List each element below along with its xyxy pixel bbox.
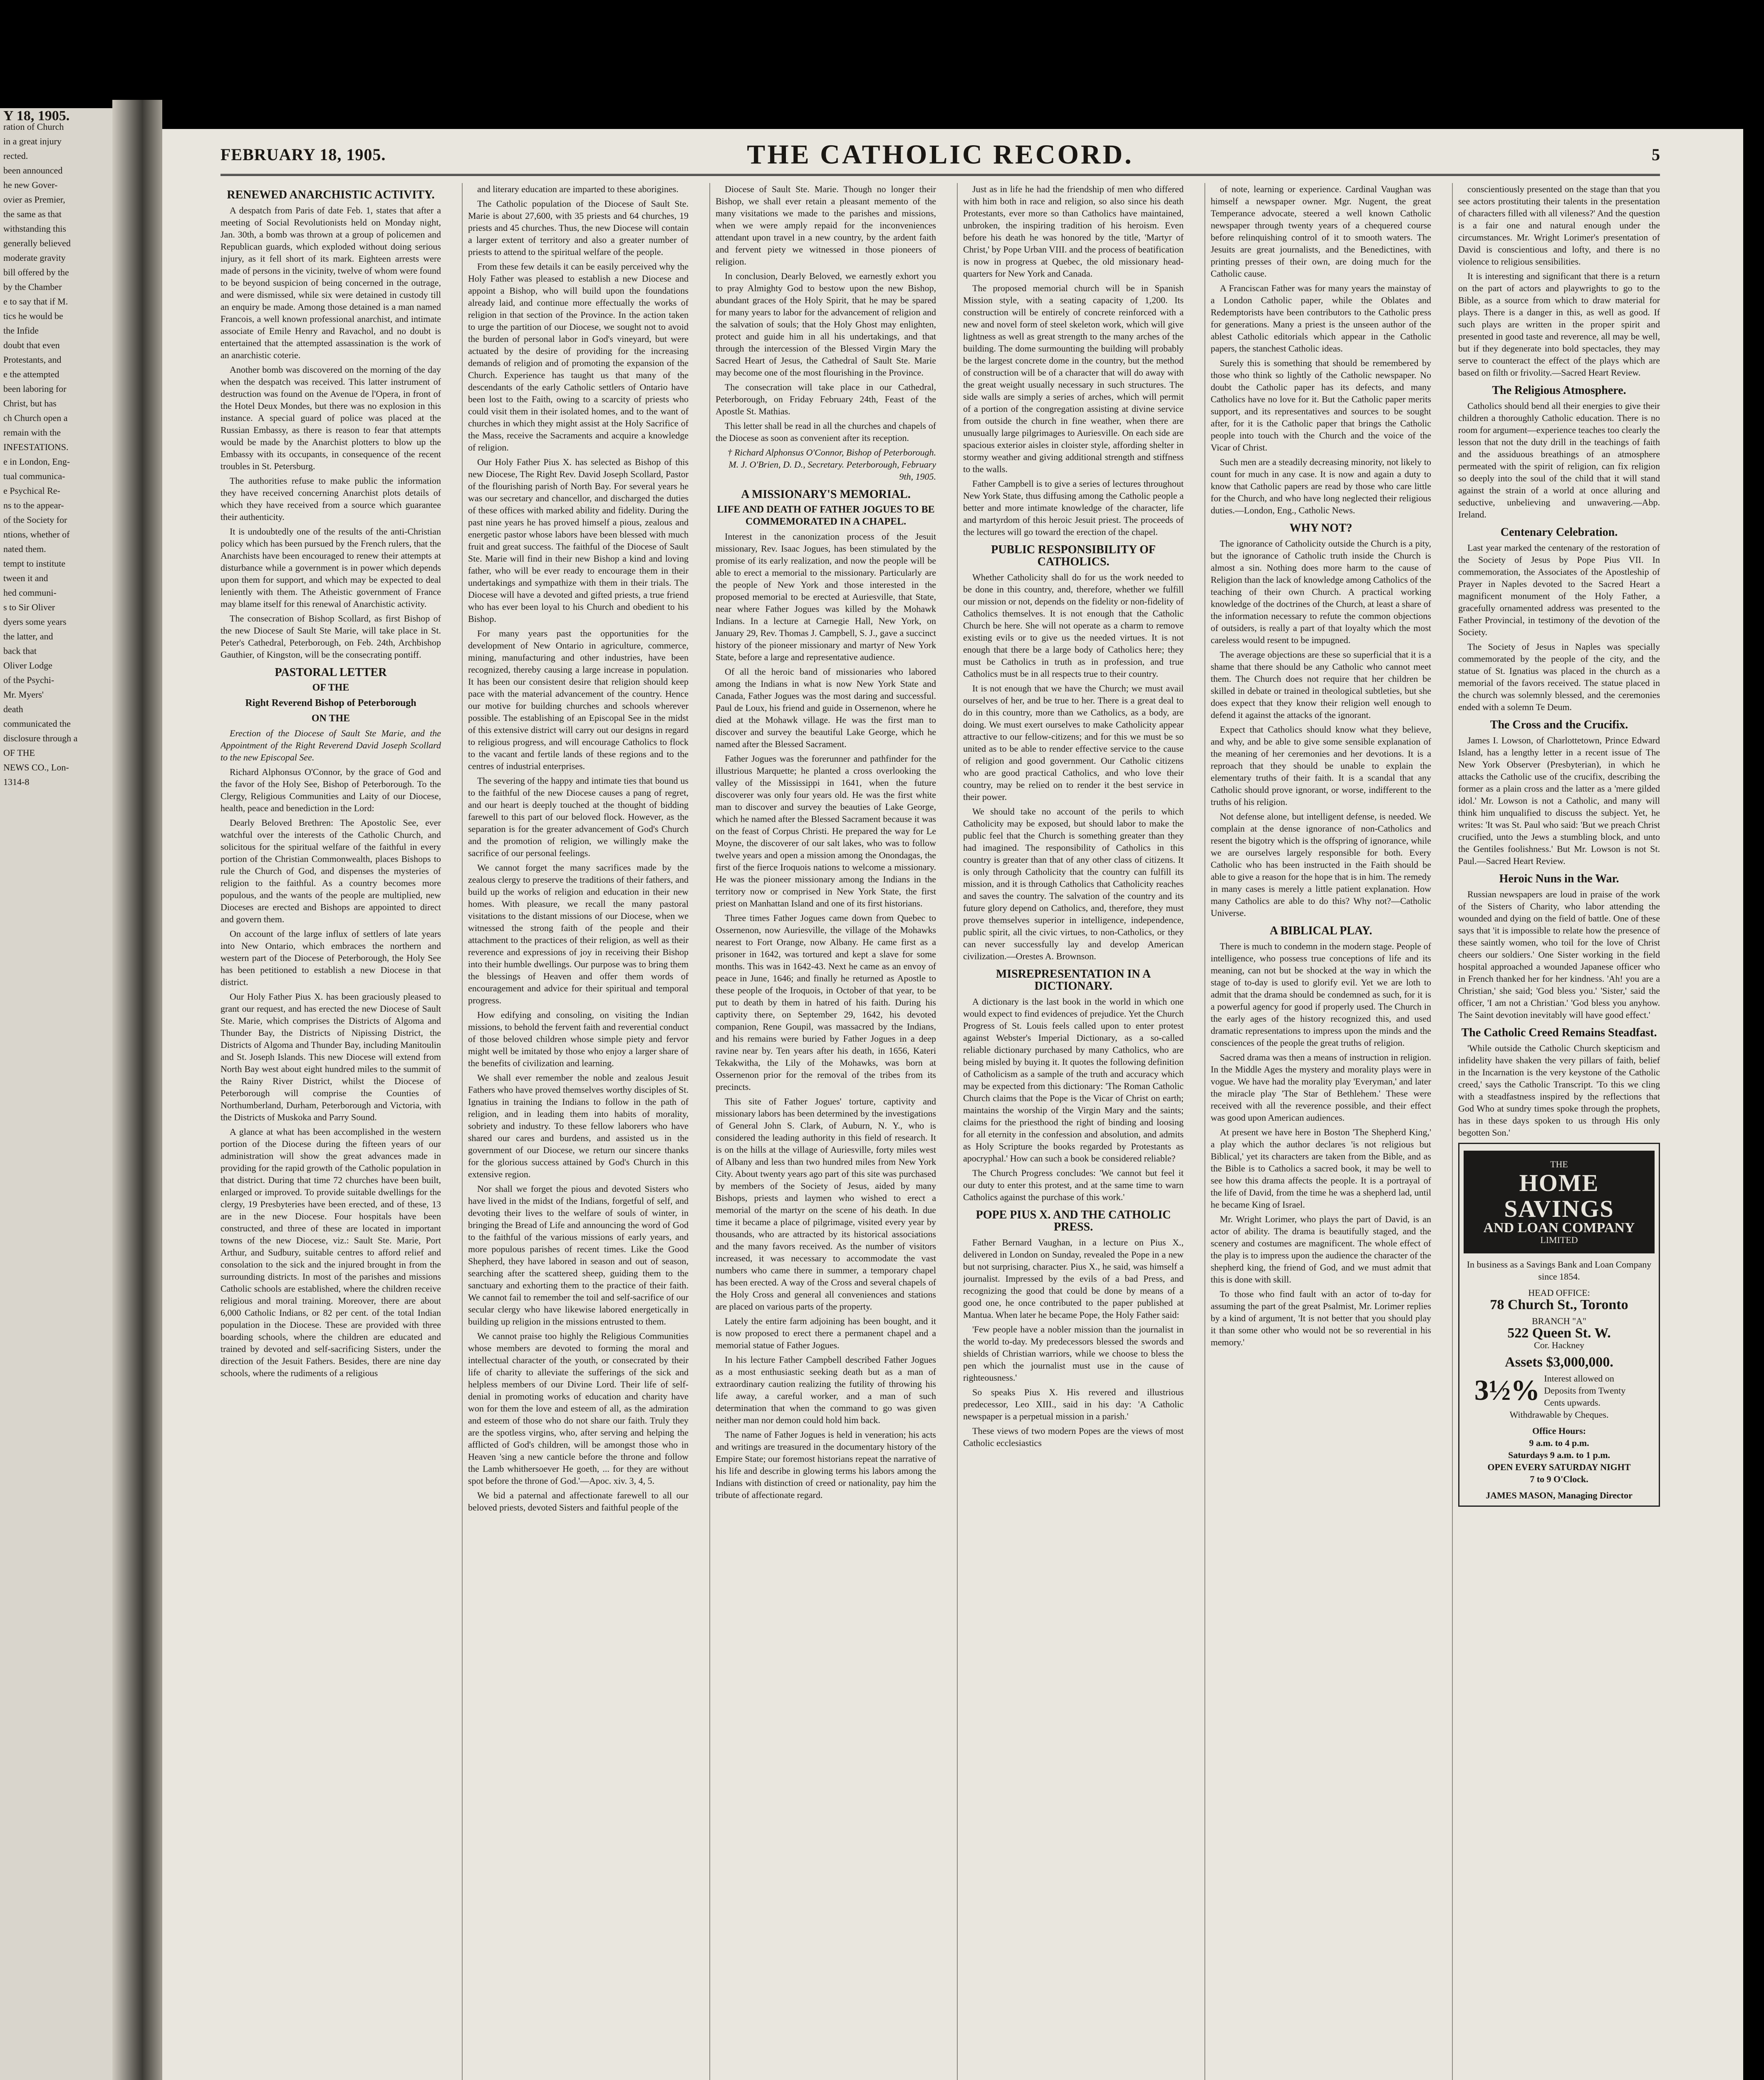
facing-page-line: been laboring for <box>3 384 67 394</box>
facing-page-date: Y 18, 1905. <box>3 108 70 124</box>
ad-hours-4: 7 to 9 O'Clock. <box>1530 1474 1588 1484</box>
article-paragraph: So speaks Pius X. His revered and illustrious predecessor, Leo XIII., said in his day: 'A Catholic newspaper is a perpetual mission in a parish.' <box>963 1387 1184 1421</box>
facing-page-line: Mr. Myers' <box>3 689 44 700</box>
article-paragraph: In conclusion, Dearly Beloved, we earnestly exhort you to pray Almighty God to bestow upon the new Bishop, abundant graces of the Holy Spirit, that he may be spared for many years to labor for the advancement of religion and the salvation of souls; that the Holy Ghost may enlighten, protect and guide him in all his undertakings, and that through the intercession of the Blessed Virgin Mary the Sacred Heart of Jesus, the Cathedral of Sault Ste. Marie may become one of the most flourishing in the Province. <box>716 271 936 378</box>
facing-page-line: e to say that if M. <box>3 296 68 307</box>
article-paragraph: Dearly Beloved Brethren: The Apostolic See, ever watchful over the interests of the Catholic Church, and solicitous for the spiritual welfare of the faithful in every portion of the Christian Commonwealth, places Bishops to rule the Church of God, and dispenses the mysteries of religion to the faithful. As a country becomes more populous, and the wants of the people are multiplied, new Dioceses are erected and Bishops are appointed to direct and govern them. <box>220 817 441 924</box>
article-paragraph: The ignorance of Catholicity outside the Church is a pity, but the ignorance of Catholic truth inside the Church is almost a sin. Nothing does more harm to the cause of Religion than the lack of knowledge among Catholics of the teaching of their own Church. A practical working knowledge of the doctrines of the Church, at least a share of the information necessary to refute the common objections of outsiders, is really a part of that loyalty which the most careless would resent to be impugned. <box>1211 538 1431 645</box>
article-column-1 <box>220 183 441 2080</box>
ad-head-office: 78 Church St., Toronto <box>1490 1297 1628 1312</box>
article-heading: Centenary Celebration. <box>1500 526 1618 539</box>
article-paragraph: Not defense alone, but intelligent defense, is needed. We complain at the dense ignorance of non-Catholics and resent the bigotry which is the offspring of ignorance, while we are ourselves largely responsible for both. Every Catholic who has been instructed in the Faith should be able to give a reason for the hope that is in him. The remedy in many cases is merely a little patient explanation. How many Catholics are able to do this? Why not?—Catholic Universe. <box>1211 811 1431 918</box>
ad-rate-text: Interest allowed on Deposits from Twenty Cents upwards. <box>1544 1373 1626 1408</box>
article-heading: A BIBLICAL PLAY. <box>1269 924 1373 937</box>
book-gutter <box>112 100 162 2080</box>
article-paragraph: The consecration of Bishop Scollard, as first Bishop of the new Diocese of Sault Ste Marie, will take place in St. Peter's Cathedral, Peterborough, on Feb. 24th, Archbishop Gauthier, of Kingston, will be the consecrating pontiff. <box>220 613 441 660</box>
article-paragraph: 'While outside the Catholic Church skepticism and infidelity have shaken the very pillars of faith, belief in the Incarnation is the very keystone of the Catholic creed,' says the Catholic Transcript. 'To this we cling with a steadfastness inspired by the reflections that God Who at sundry times spoke through the prophets, has in these days spoken to us through His only begotten Son.' <box>1458 1043 1660 1138</box>
article-paragraph: For many years past the opportunities for the development of New Ontario in agriculture, commerce, mining, manufacturing and other industries, have been recognized, thereby causing a large increase in population. It has been our consistent desire that religion should keep pace with the material advancement of the country. Hence our motive for building churches and schools wherever possible. The establishing of an Episcopal See in the midst of this extensive district will carry out our designs in regard to religious progress, and will encourage Catholics to flock to the vacant and fertile lands of these regions and to the centres of industrial enterprises. <box>468 628 689 771</box>
facing-page-line: been announced <box>3 165 63 176</box>
ad-limited: LIMITED <box>1540 1235 1578 1245</box>
article-paragraph: It is interesting and significant that there is a return on the part of actors and playwrights to go to the Bible, as a source from which to draw material for plays. There is a danger in this, as well as good. If such plays are written in the proper spirit and presented in good taste and reverence, all may be well, but if they degenerate into bold spectacles, they may serve to counteract the effect of the plays which are based on filth or frivolity.—Sacred Heart Review. <box>1458 271 1660 378</box>
article-paragraph: James I. Lowson, of Charlottetown, Prince Edward Island, has a lengthy letter in a recent issue of The New York Observer (Presbyterian), in which he attacks the Catholic use of the crucifix, describing the former as a plain cross and the latter as a 'mere gilded idol.' Mr. Lowson is not a Catholic, and many will think him unqualified to discuss the subject. Yet, he writes: 'It was St. Paul who said: 'But we preach Christ crucified, unto the Jews a stumbling block, and unto the Gentiles foolishness.' But Mr. Lowson is not St. Paul.—Sacred Heart Review. <box>1458 735 1660 866</box>
article-column-2 <box>468 183 689 2080</box>
article-paragraph: This site of Father Jogues' torture, captivity and missionary labors has been determined by the investigations of General John S. Clark, of Auburn, N. Y., who is considered the leading authority in this field of research. It is on the hills at the village of Auriesville, forty miles west of Albany and less than two hundred miles from New York City. About twenty years ago part of this site was purchased by members of the Society of Jesus, aided by many Bishops, priests and laymen who wished to erect a memorial of the martyr on the scene of his death. In due time it became a place of pilgrimage, visited every year by thousands, who are attracted by its historical associations and the many favors received. As the number of visitors increased, it was necessary to accommodate the vast numbers who came there in summer, a temporary chapel has been erected. A way of the Cross and several chapels of the Holy Cross and general all conveniences and stations are placed on various parts of the property. <box>716 1096 936 1312</box>
facing-page-line: the same as that <box>3 209 62 219</box>
facing-page-line: nated them. <box>3 544 46 554</box>
facing-page-line: death <box>3 704 23 714</box>
article-paragraph: We shall ever remember the noble and zealous Jesuit Fathers who have proved themselves worthy disciples of St. Ignatius in training the Indians to follow in the path of religion, and in leading them into habits of morality, sobriety and industry. To these fellow laborers who have shared our cares and burdens, and assisted us in the government of our Diocese, we return our sincere thanks for the glorious success attained by God's Church in this extensive region. <box>468 1072 689 1179</box>
facing-page-line: the Infide <box>3 325 39 336</box>
article-paragraph: Whether Catholicity shall do for us the work needed to be done in this country, and, therefore, whether we fulfill our mission or not, depends on the fidelity or non-fidelity of Catholics themselves. It is not enough that the Catholic Church be here. She will not operate as a charm to remove existing evils or to give us the needed virtues. It is not enough that there be a large body of Catholics here; they must be Catholics in truth as in profession, and true Catholics must be in all respects true to their country. <box>963 572 1184 679</box>
article-column-3 <box>716 183 936 2080</box>
ad-company-name: HOME SAVINGS <box>1504 1169 1614 1222</box>
ad-branch-cross: Cor. Hackney <box>1534 1340 1584 1350</box>
article-paragraph: Our Holy Father Pius X. has selected as Bishop of this new Diocese, The Right Rev. David Joseph Scollard, Pastor of the flourishing parish of North Bay. For several years he was our secretary and chancellor, and discharged the duties of these offices with marked ability and fidelity. During the past nine years he has proved himself a pious, zealous and energetic pastor whose labors have been blessed with much fruit and great success. The faithful of the Diocese of Sault Ste. Marie will find in their new Bishop a kind and loving father, who will be ever ready to encourage them in their undertakings and sympathize with them in their trials. The Diocese will have a devoted and gifted priests, a true friend who has ever been loyal to his Church and obedient to his Bishop. <box>468 457 689 624</box>
article-paragraph: We cannot forget the many sacrifices made by the zealous clergy to preserve the traditions of their fathers, and build up the works of religion and education in their new homes. With pleasure, we recall the many pastoral visitations to the distant missions of our Diocese, when we witnessed the strong faith of the people and their attachment to the practices of their religion, as well as their reverence and expressions of joy in receiving their Bishop into their humble dwellings. Our purpose was to bring them the blessings of Heaven and offer them words of encouragement and advice for their spiritual and temporal progress. <box>468 862 689 1005</box>
article-paragraph: It is undoubtedly one of the results of the anti-Christian policy which has been pursued by the French rulers, that the Anarchists have been encouraged to renew their attempts at disturbance while a government is in power which depends upon them for support, and which may be expected to deal leniently with them. The Atheistic government of France may blame itself for this renewal of Anarchistic activity. <box>220 526 441 609</box>
column-6-text <box>1458 183 1660 1139</box>
article-paragraph: The authorities refuse to make public the information they have received concerning Anarchist plots details of which they have received from a source which guarantee their authenticity. <box>220 475 441 522</box>
article-paragraph: Last year marked the centenary of the restoration of the Society of Jesus by Pope Pius VII. In commemoration, the Associates of the Apostleship of Prayer in Naples devoted to the Sacred Heart a magnificent monument of the Holy Father, a gracefully ornamented address was presented to the Father Provincial, in testimony of the devotion of the Society. <box>1458 542 1660 637</box>
article-paragraph: A Franciscan Father was for many years the mainstay of a London Catholic paper, while the Oblates and Redemptorists have been contributors to the Catholic press for generations. Many a priest is the unseen author of the ablest Catholic editorials which appear in the Catholic papers, the stanchest Catholic ideas. <box>1211 283 1431 354</box>
facing-page-line: tween it and <box>3 573 48 583</box>
ad-branch-label: BRANCH "A" <box>1531 1316 1587 1326</box>
facing-page-line: doubt that even <box>3 340 60 350</box>
facing-page-line: Christ, but has <box>3 398 57 409</box>
article-heading: PASTORAL LETTER <box>275 666 387 679</box>
newspaper-page <box>162 129 1743 2080</box>
column-rule <box>709 183 710 2080</box>
article-paragraph: Three times Father Jogues came down from Quebec to Ossernenon, now Auriesville, the village of the Mohawks nearest to Fort Orange, now Albany. He came first as a prisoner in 1642, was tortured and kept a slave for some months. This was in 1642-43. Next he came as an envoy of peace in June, 1646; and finally he returned as Apostle to these people of the Iroquois, in October of that year, to be put to death by them in hatred of his faith. During his captivity there, on September 29, 1642, his devoted companion, Rene Goupil, was massacred by the Indians, and his remains were buried by Father Jogues in a deep ravine near by. Ten years after his death, in 1656, Kateri Tekakwitha, the Lily of the Mohawks, was born at Ossernenon prior for the removal of the tribes from its precincts. <box>716 913 936 1092</box>
article-paragraph: Expect that Catholics should know what they believe, and why, and be able to give some sensible explanation of the meaning of her ceremonies and her devotions. It is a reproach that they should be unable to explain the elementary truths of their faith. It is a scandal that any Catholic should prove ignorant, or worse, indifferent to the truths of his religion. <box>1211 724 1431 807</box>
facing-page-line: rected. <box>3 151 28 161</box>
article-heading: A MISSIONARY'S MEMORIAL. <box>741 488 911 501</box>
article-italic-text: Erection of the Diocese of Sault Ste Marie, and the Appointment of the Right Reverend David Joseph Scollard to the new Episcopal See. <box>220 728 441 763</box>
facing-page-line: ntions, whether of <box>3 529 70 540</box>
article-paragraph: The consecration will take place in our Cathedral, Peterborough, on Friday February 24th, Feast of the Apostle St. Mathias. <box>716 382 936 416</box>
article-paragraph: Interest in the canonization process of the Jesuit missionary, Rev. Isaac Jogues, has been stimulated by the promise of its early realization, and now the people will be able to erect a memorial to the missionary. Particularly are the people of New York and those interested in the proposed memorial to be erected at Auriesville, that State, near where Father Jogues was killed by the Mohawk Indians. In a lecture at Carnegie Hall, New York, on January 29, Rev. Thomas J. Campbell, S. J., gave a succinct history of the pioneer missionary and martyr of New York State, before a large and representative audience. <box>716 531 936 662</box>
article-heading: POPE PIUS X. AND THE CATHOLIC PRESS. <box>976 1208 1171 1233</box>
column-rule <box>462 183 463 2080</box>
column-rule <box>957 183 958 2080</box>
ad-hours-label: Office Hours: <box>1532 1426 1586 1436</box>
article-paragraph: Russian newspapers are loud in praise of the work of the Sisters of Charity, who labor attending the wounded and dying on the field of battle. One of these says that 'it is impossible to relate how the presence of these saintly women, who toil for the love of Christ cheers our soldiers.' One Sister working in the field hospital approached a wounded Japanese officer who in French thanked her for her kindness. 'Ah! you are a Christian,' she said; 'God bless you.' 'Sister,' said the officer, 'I am not a Christian.' 'God bless you anyhow. The Saint devotion inevitably will have good effect.' <box>1458 889 1660 1020</box>
facing-page-fragment <box>0 108 112 2080</box>
facing-page-line: INFESTATIONS. <box>3 442 69 452</box>
article-paragraph: A dictionary is the last book in the world in which one would expect to find evidences of prejudice. Yet the Church Progress of St. Louis feels called upon to enter protest against Webster's Imperial Dictionary, as a so-called reliable dictionary purchased by many Catholics, who are being misled by buying it. It quotes the following definition of Catholicism as a sample of the truth and accuracy which may be expected from this dictionary: 'The Roman Catholic Church claims that the Pope is the Vicar of Christ on earth; maintains the worship of the Virgin Mary and the saints; claims for the priesthood the right of binding and loosing for all eternity in the confession and absolution, and admits as Holy Scripture the books regarded by Protestants as apocryphal.' How can such a book be considered reliable? <box>963 996 1184 1164</box>
article-heading: The Catholic Creed Remains Steadfast. <box>1461 1026 1657 1039</box>
article-signature: † Richard Alphonsus O'Connor, Bishop of Peterborough. M. J. O'Brien, D. D., Secretary. Peterborough, February 9th, 1905. <box>727 447 936 482</box>
facing-page-line: s to Sir Oliver <box>3 602 55 612</box>
column-rule <box>1204 183 1205 2080</box>
ad-assets: Assets $3,000,000. <box>1505 1354 1613 1370</box>
facing-page-line: hed communi- <box>3 587 57 598</box>
article-paragraph: A glance at what has been accomplished in the western portion of the Diocese during the fifteen years of our administration will show the great advances made in providing for the rapid growth of the Catholic population in that district. During that time 72 churches have been built, enlarged or improved. To provide suitable dwellings for the clergy, 19 Presbyteries have been erected, and of these, 13 are in the new Diocese. Four hospitals have been constructed, and three of these are located in important towns of the new Diocese, viz.: Sault Ste. Marie, Port Arthur, and Sudbury, suitable centres to afford relief and consolation to the sick and the injured brought in from the surrounding districts. In most of the parishes and missions Catholic schools are established, where the children receive religious and moral training. Moreover, there are about 6,000 Catholic Indians, or 82 per cent. of the total Indian population in the Diocese. These are provided with three boarding schools, where the children are educated and trained by devoted and self-sacrificing Sisters, under the direction of the Jesuit Fathers. Besides, there are nine day schools, where the rudiments of a religious <box>220 1127 441 1378</box>
article-paragraph: Surely this is something that should be remembered by those who think so lightly of the Catholic newspaper. No doubt the Catholic paper has its defects, and many Catholics have no love for it. But the Catholic paper merits support, and its representatives and sources to be sought after, for it is the Catholic paper that brings the Catholic people into touch with the Church and the voice of the Vicar of Christ. <box>1211 358 1431 453</box>
article-paragraph: In his lecture Father Campbell described Father Jogues as a most enthusiastic seeking death but as a man of extraordinary caution realizing the futility of throwing his life away, a careful worker, and a man of such determination that when the command to go was given neither man nor demon could hold him back. <box>716 1354 936 1425</box>
article-paragraph: The average objections are these so superficial that it is a shame that there should be any Catholic who cannot meet them. The Church does not require that her children be skilled in debate or trained in theological subtleties, but she does expect that they know their religion well enough to defend it against the attacks of the ignorant. <box>1211 649 1431 720</box>
article-paragraph: We should take no account of the perils to which Catholicity may be exposed, but should labor to make the public feel that the Church is something greater than they had imagined. The responsibility of Catholics in this country is greater than that of any other class of citizens. It is only through Catholicity that the country can fulfill its mission, and it is through Catholics that Catholicity reaches and saves the country. The salvation of the country and its future glory depend on Catholics, and, therefore, they must prove themselves superior in intelligence, independence, public spirit, all the civic virtues, to non-Catholics, or they can never successfully lay and develop American civilization.—Orestes A. Brownson. <box>963 806 1184 961</box>
facing-page-line: ovier as Premier, <box>3 194 65 205</box>
ad-company-sub: AND LOAN COMPANY <box>1483 1220 1635 1236</box>
ad-hours-1: 9 a.m. to 4 p.m. <box>1529 1438 1589 1448</box>
facing-page-line: by the Chamber <box>3 282 62 292</box>
ad-the: THE <box>1550 1159 1568 1169</box>
facing-page-line: generally believed <box>3 238 71 248</box>
article-heading: RENEWED ANARCHISTIC ACTIVITY. <box>227 188 435 201</box>
facing-page-line: communicated the <box>3 718 71 729</box>
article-paragraph: Nor shall we forget the pious and devoted Sisters who have lived in the midst of the Indians, forgetful of self, and devoting their lives to the welfare of souls of winter, in bringing the Bread of Life and announcing the word of God to the faithful of the various missions of early years, and more populous parishes of recent times. Like the Good Shepherd, they have labored in season and out of season, searching after the scattered sheep, guiding them to the sanctuary and exhorting them to the practice of their faith. We cannot fail to remember the toil and self-sacrifice of our secular clergy who have likewise labored energetically in building up religion in the missions entrusted to them. <box>468 1184 689 1327</box>
ad-head-office-label: HEAD OFFICE: <box>1528 1288 1590 1298</box>
article-column-6 <box>1458 183 1660 2080</box>
issue-date: FEBRUARY 18, 1905. <box>220 145 386 164</box>
article-paragraph: Richard Alphonsus O'Connor, by the grace of God and the favor of the Holy See, Bishop of Peterborough. To the Clergy, Religious Communities and Laity of our Diocese, health, peace and benediction in the Lord: <box>220 767 441 813</box>
facing-page-text <box>3 121 107 790</box>
ad-branch: 522 Queen St. W. <box>1507 1325 1611 1341</box>
facing-page-line: e the attempted <box>3 369 59 379</box>
article-paragraph: and literary education are imparted to these aborigines. <box>477 184 679 194</box>
facing-page-line: remain with the <box>3 427 61 438</box>
article-paragraph: Father Campbell is to give a series of lectures throughout New York State, thus diffusing among the Catholic people a better and more intimate knowledge of the character, life and martyrdom of this heroic Jesuit priest. The proceeds of the lectures will go toward the erection of the chapel. <box>963 478 1184 537</box>
facing-page-line: withstanding this <box>3 223 66 234</box>
facing-page-line: ch Church open a <box>3 413 68 423</box>
facing-page-line: dyers some years <box>3 617 67 627</box>
article-paragraph: There is much to condemn in the modern stage. People of intelligence, who possess true conceptions of life and its meaning, can not but be shocked at the way in which the stage of to-day is used to glorify evil. Yet we are loth to admit that the drama should be condemned as such, for it is a powerful agency for good if properly used. The Church in the early ages of the history recognized this, and used dramatic representations to impress upon the minds and the consciences of the people the great truths of religion. <box>1211 941 1431 1048</box>
article-paragraph: We cannot praise too highly the Religious Communities whose members are devoted to forming the moral and intellectual character of the youth, or consecrated by their life of charity to alleviate the sufferings of the sick and helpless members of our Divine Lord. Their life of self-denial in promoting works of education and charity have won for them the love and esteem of all, as the admiration and esteem of those who do not share our faith. Truly they are the spotless virgins, who, after serving and helping the afflicted of God's children, will be amongst those who in Heaven 'sing a new canticle before the throne and follow the Lamb whithersoever He goeth, ... for they are without spot before the throne of God.'—Apoc. xiv. 3, 4, 5. <box>468 1331 689 1486</box>
article-paragraph: How edifying and consoling, on visiting the Indian missions, to behold the fervent faith and reverential conduct of those beloved children whose simple piety and fervor might well be imitated by those who enjoy a larger share of the benefits of civilization and learning. <box>468 1010 689 1068</box>
article-paragraph: Diocese of Sault Ste. Marie. Though no longer their Bishop, we shall ever retain a pleasant memento of the many visitations we made to the parishes and missions, when we were amply repaid for the inconveniences attendant upon travel in a new country, by the ardent faith and fervent piety we witnessed in those pioneers of religion. <box>716 184 936 267</box>
article-paragraph: Father Bernard Vaughan, in a lecture on Pius X., delivered in London on Sunday, revealed the Pope in a new but not surprising, character. Pius X., he said, was himself a journalist. Impressed by the evils of a bad Press, and recognizing the good that could be done by means of a good one, he once contributed to the paper published at Mantua. When later he became Pope, the Holy Father said: <box>963 1237 1184 1320</box>
home-savings-advertisement <box>1458 1143 1660 1507</box>
ad-manager: JAMES MASON, Managing Director <box>1486 1490 1633 1501</box>
article-paragraph: These views of two modern Popes are the views of most Catholic ecclesiastics <box>963 1426 1184 1448</box>
facing-page-line: the latter, and <box>3 631 53 641</box>
article-subheading: OF THE <box>312 682 349 693</box>
article-paragraph: Another bomb was discovered on the morning of the day when the despatch was received. This latter instrument of destruction was found on the Avenue de l'Opera, in front of the Hotel Deux Mondes, but there was no explosion in this instance. A special guard of police was placed at the Russian Embassy, as there is reason to fear that attempts would be made by the Anarchist plotters to blow up the Embassy with its occupants, in consequence of the recent troubles in St. Petersburg. <box>220 364 441 471</box>
article-paragraph: Our Holy Father Pius X. has been graciously pleased to grant our request, and has erected the new Diocese of Sault Ste. Marie, which comprises the Districts of Algoma and Thunder Bay, the Districts of Nipissing District, the Districts of Algoma and Thunder Bay, including Manitoulin and St. Joseph Islands. This new Diocese will extend from North Bay west about eight hundred miles to the summit of the Rainy River District, whilst the Diocese of Peterborough will comprise the Counties of Northumberland, Durham, Peterborough and Victoria, with the Districts of Muskoka and Parry Sound. <box>220 991 441 1122</box>
article-heading: PUBLIC RESPONSIBILITY OF CATHOLICS. <box>991 543 1156 568</box>
facing-page-line: tual communica- <box>3 471 65 481</box>
ad-rate: 3½% <box>1474 1374 1540 1406</box>
article-paragraph: From these few details it can be easily perceived why the Holy Father was pleased to establish a new Diocese and appoint a Bishop, who will build upon the foundations already laid, and continue more effectually the works of religion in that section of the Province. In the action taken to urge the partition of our Diocese, we sought not to avoid the burden of personal labor in God's vineyard, but were actuated by the desire of providing for the increasing demands of religion and of promoting the expansion of the Church. Experience has taught us that many of the descendants of the early Catholic settlers of Ontario have been lost to the Faith, owing to a scarcity of priests who could visit them in their isolated homes, and to the want of churches in which they might assist at the Holy Sacrifice of the Mass, receive the Sacraments and acquire a knowledge of religion. <box>468 261 689 453</box>
article-paragraph: It is not enough that we have the Church; we must avail ourselves of her, and be true to her. There is a great deal to do in this country, more than we Catholics, as a body, are doing. We must exert ourselves to make Catholicity appear attractive to our fellow-citizens; and for this we must be so united as to be able to render effective service to the cause of religion and good government. Our Catholic citizens who are good practical Catholics, and who love their country, may be relied on to render it the best service in their power. <box>963 683 1184 802</box>
facing-page-line: moderate gravity <box>3 253 66 263</box>
article-paragraph: Father Jogues was the forerunner and pathfinder for the illustrious Marquette; he planted a cross overlooking the valley of the Mississippi in 1641, when the future discoverer was only four years old. He was the first white man to discover and survey the beauties of Lake George, which he named after the Blessed Sacrament because it was on the feast of Corpus Christi. He prepared the way for Le Moyne, the discoverer of our salt lakes, who was to follow twelve years and open a mission among the Onondagas, the first of the fierce Iroquois nations to welcome a missionary. He was the pioneer missionary among the Indians in the territory now or comprised in New York State, the first priest on Manhattan Island and one of its first historians. <box>716 753 936 909</box>
ad-hours-3: OPEN EVERY SATURDAY NIGHT <box>1487 1462 1631 1472</box>
article-heading: WHY NOT? <box>1289 522 1353 535</box>
page-number: 5 <box>1652 145 1660 164</box>
facing-page-line: of the Psychi- <box>3 675 55 685</box>
article-paragraph: The name of Father Jogues is held in veneration; his acts and writings are treasured in the documentary history of the Empire State; our foremost historians repeat the narrative of his life and describe in glowing terms his labors among the Indians with distinction of creed or nationality, pay him the tribute of affectionate regard. <box>716 1429 936 1500</box>
article-paragraph: Mr. Wright Lorimer, who plays the part of David, is an actor of ability. The drama is beautifully staged, and the scenery and costumes are magnificent. The whole effect of the play is to impress upon the audience the character of the shepherd king, the friend of God, and we must admit that this is done with skill. <box>1211 1214 1431 1285</box>
article-paragraph: A despatch from Paris of date Feb. 1, states that after a meeting of Social Revolutionists held on Monday night, Jan. 30th, a bomb was thrown at a group of policemen and Republican guards, which exploded without doing serious injury, as it fell short of its mark. Eighteen arrests were made of persons in the vicinity, twelve of whom were found to be beyond suspicion of being concerned in the outrage, and were dismissed, while six were detained in custody till an enquiry be made. Among those detained is a man named Francois, a well known professional anarchist, and intimate associate of Emile Henry and Ravachol, and no doubt is entertained that the attempted assassination is the work of an anarchistic coterie. <box>220 205 441 360</box>
article-heading: The Cross and the Crucifix. <box>1490 718 1628 731</box>
facing-page-line: tics he would be <box>3 311 63 321</box>
facing-page-line: back that <box>3 646 37 656</box>
ad-withdraw: Withdrawable by Cheques. <box>1509 1409 1609 1420</box>
facing-page-line: OF THE <box>3 748 35 758</box>
article-paragraph: 'Few people have a nobler mission than the journalist in the world to-day. My predecessors blessed the swords and shields of Christian warriors, while we choose to bless the pen which the journalist must use in the cause of righteousness.' <box>963 1324 1184 1383</box>
facing-page-line: Protestants, and <box>3 354 62 365</box>
article-paragraph: The proposed memorial church will be in Spanish Mission style, with a seating capacity of 1,200. Its construction will be entirely of concrete reinforced with a new and novel form of steel skeleton work, which will give lightness as well as great strength to the many arches of the building. The dome surmounting the building will probably be the largest concrete dome in the country, but the method of construction will be of a character that will do away with the great weight usually necessary in such structures. The side walls are simply a series of arches, which will permit of a portion of the congregation assisting at divine service from outside the church in fine weather, when there are unusually large pilgrimages to Auriesville. On each side are spacious exterior aisles in cloister style, affording shelter in stormy weather and giving additional strength and stiffness to the walls. <box>963 283 1184 474</box>
article-paragraph: of note, learning or experience. Cardinal Vaughan was himself a newspaper owner. Mgr. Nugent, the great Temperance advocate, steered a well known Catholic newspaper through twenty years of a chequered course before relinquishing control of it to smooth waters. The Jesuits are great journalists, and the Benedictines, with printing presses of their own, are doing much for the Catholic cause. <box>1211 184 1431 279</box>
article-paragraph: conscientiously presented on the stage than that you see actors prostituting their talents in the presentation of characters filled with all vileness?' And the question is a fair one and natural enough under the circumstances. Mr. Wright Lorimer's presentation of David is conscientious and lofty, and there is no violence to religious sensibilities. <box>1458 184 1660 267</box>
facing-page-line: e in London, Eng- <box>3 456 70 467</box>
ad-rate-row <box>1464 1372 1655 1409</box>
facing-page-line: ration of Church <box>3 121 64 132</box>
article-paragraph: On account of the large influx of settlers of late years into New Ontario, which embraces the northern and western part of the Diocese of Peterborough, the Holy See has been petitioned to establish a new Diocese in that district. <box>220 929 441 987</box>
article-subheading: LIFE AND DEATH OF FATHER JOGUES TO BE COMMEMORATED IN A CHAPEL. <box>717 504 935 527</box>
article-paragraph: This letter shall be read in all the churches and chapels of the Diocese as soon as convenient after its reception. <box>716 421 936 443</box>
article-paragraph: The Church Progress concludes: 'We cannot but feel it our duty to enter this protest, and at the same time to warn Catholics against the purchase of this work.' <box>963 1168 1184 1202</box>
article-paragraph: Such men are a steadily decreasing minority, not likely to count for much in any case. It is now and again a duty to know that Catholic papers are read by those who care little for the Church, and who have long neglected their religious duties.—London, Eng., Catholic News. <box>1211 457 1431 515</box>
facing-page-line: e Psychical Re- <box>3 485 60 496</box>
article-subheading: Right Reverend Bishop of Peterborough <box>245 698 416 708</box>
facing-page-line: he new Gover- <box>3 180 58 190</box>
article-paragraph: Of all the heroic band of missionaries who labored among the Indians in what is now New York State and Canada, Father Jogues was the most daring and successful. Paul de Loux, his friend and guide in Ossernenon, where he died at the Mohawk village. He was the first man to discover and survey the beautiful Lake George, which he named after the Blessed Sacrament. <box>716 666 936 749</box>
article-heading: Heroic Nuns in the War. <box>1499 872 1619 885</box>
article-paragraph: At present we have here in Boston 'The Shepherd King,' a play which the author declares 'is not religious but Biblical,' yet its characters are taken from the Bible, and as the Bible is to Catholics a sacred book, it may be well to see how this drama affects the people. It is a portrayal of the life of David, from the time he was a shepherd lad, until he became King of Israel. <box>1211 1127 1431 1210</box>
facing-page-line: NEWS CO., Lon- <box>3 762 69 773</box>
article-column-5 <box>1211 183 1431 2080</box>
facing-page-line: Oliver Lodge <box>3 660 52 671</box>
article-paragraph: Sacred drama was then a means of instruction in religion. In the Middle Ages the mystery and morality plays were in vogue. We have had the morality play 'Everyman,' and later the miracle play 'The Star of Bethlehem.' These were received with all the reverence possible, and their effect was good upon American audiences. <box>1211 1052 1431 1123</box>
article-paragraph: Lately the entire farm adjoining has been bought, and it is now proposed to erect there a permanent chapel and a memorial statue of Father Jogues. <box>716 1316 936 1350</box>
article-paragraph: The Society of Jesus in Naples was specially commemorated by the people of the city, and the statue of St. Ignatius was placed in the church as a memorial of the favors received. The statue placed in the church was solemnly blessed, and the ceremonies ended with a solemn Te Deum. <box>1458 641 1660 712</box>
facing-page-line: tempt to institute <box>3 558 66 569</box>
article-paragraph: The Catholic population of the Diocese of Sault Ste. Marie is about 27,600, with 35 priests and 64 churches, 19 priests and 45 churches. Thus, the new Diocese will contain a larger extent of territory and also a greater number of priests to attend to the spiritual welfare of the people. <box>468 198 689 257</box>
article-paragraph: The severing of the happy and intimate ties that bound us to the faithful of the new Diocese causes a pang of regret, and our heart is deeply touched at the thought of bidding farewell to this part of our beloved flock. However, as the separation is for the greater advancement of God's Church and the promotion of religion, we willingly make the sacrifice of our personal feelings. <box>468 775 689 858</box>
article-heading: The Religious Atmosphere. <box>1492 384 1626 397</box>
facing-page-line: in a great injury <box>3 136 62 146</box>
article-subheading: ON THE <box>311 713 350 724</box>
article-paragraph: Just as in life he had the friendship of men who differed with him both in race and religion, so also since his death Protestants, ever more so than Catholics have maintained, unbroken, the inspiring tradition of his heroism. Even before his death he was honored by the title, 'Martyr of Christ,' by Pope Urban VIII. and the process of beatification is now in progress at Quebec, the old missionary head-quarters for New York and Canada. <box>963 184 1184 279</box>
article-paragraph: Catholics should bend all their energies to give their children a thoroughly Catholic education. There is no room for argument—experience teaches too clearly the lesson that not the duty drill in the teachings of faith and the assiduous breathings of an atmosphere permeated with the spirit of religion, can fix religion so deeply into the soul of the child that it will stand against the strain of a world at once alluring and seductive, unbelieving and unwavering.—Abp. Ireland. <box>1458 401 1660 520</box>
article-paragraph: To those who find fault with an actor of to-day for assuming the part of the great Psalmist, Mr. Lorimer replies by a kind of argument, 'It is not better that you should play it than some other who would not be so reverential in his memory.' <box>1211 1289 1431 1347</box>
facing-page-line: disclosure through a <box>3 733 78 743</box>
facing-page-line: of the Society for <box>3 515 67 525</box>
article-paragraph: We bid a paternal and affectionate farewell to all our beloved priests, devoted Sisters and faithful people of the <box>468 1490 689 1513</box>
ad-hours-2: Saturdays 9 a.m. to 1 p.m. <box>1508 1450 1610 1460</box>
facing-page-line: bill offered by the <box>3 267 69 277</box>
masthead <box>220 136 1660 176</box>
column-rule <box>1452 183 1453 2080</box>
ad-banner <box>1464 1151 1655 1253</box>
newspaper-title: THE CATHOLIC RECORD. <box>747 139 1134 170</box>
article-heading: MISREPRESENTATION IN A DICTIONARY. <box>996 968 1151 993</box>
ad-intro: In business as a Savings Bank and Loan Company since 1854. <box>1467 1259 1652 1282</box>
article-column-4 <box>963 183 1184 2080</box>
facing-page-line: 1314-8 <box>3 777 30 787</box>
facing-page-line: ns to the appear- <box>3 500 64 510</box>
